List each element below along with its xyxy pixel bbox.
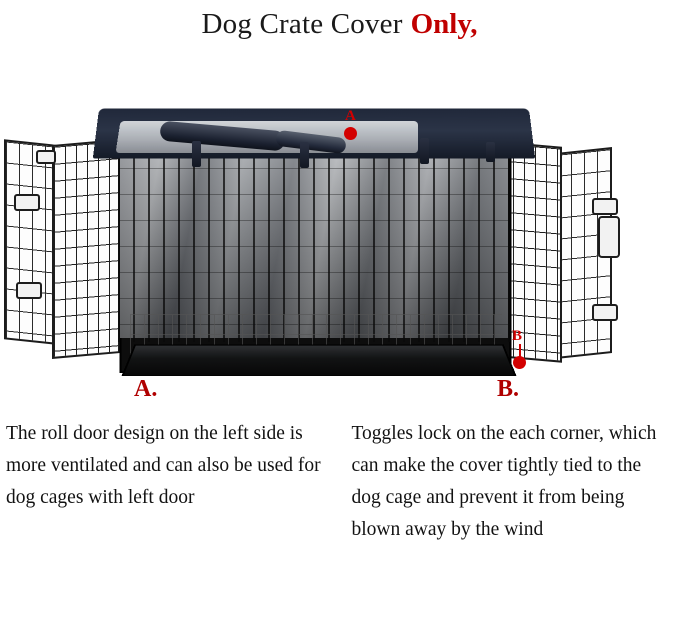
callout-b-letter: B [512,328,523,344]
latch-icon [36,150,56,164]
callout-b-marker [513,356,526,369]
caption-b-text: Toggles lock on the each corner, which can make the cover tightly tied to the dog cage and prevent it from being blown away by the wind [351,423,657,540]
latch-icon [598,216,620,258]
page-title [0,0,679,46]
latch-icon [592,304,618,321]
latch-icon [592,198,618,215]
caption-a-text: The roll door design on the left side is more ventilated and can also be used for dog cages with left door [6,423,321,508]
latch-icon [14,194,40,211]
callout-a-letter: A [345,108,356,124]
cover-strap [486,142,495,162]
cover-strap [420,138,429,164]
crate-tray [121,345,517,376]
crate-left-outer-door-panel [4,139,56,344]
page-title-main: Dog Crate Cover [201,7,403,40]
cover-strap [300,142,309,168]
crate-horizontal-wires [118,142,510,342]
caption-a-letter: A. [134,376,158,402]
crate-left-inner-door-panel [52,139,120,359]
caption-b-letter: B. [497,376,520,402]
caption-columns [0,418,679,546]
cover-strap [192,141,201,167]
product-photo [0,46,679,376]
callout-a-marker [344,127,357,140]
page-title-accent: Only, [410,7,478,40]
caption-letters-row [0,376,679,418]
latch-icon [16,282,42,299]
